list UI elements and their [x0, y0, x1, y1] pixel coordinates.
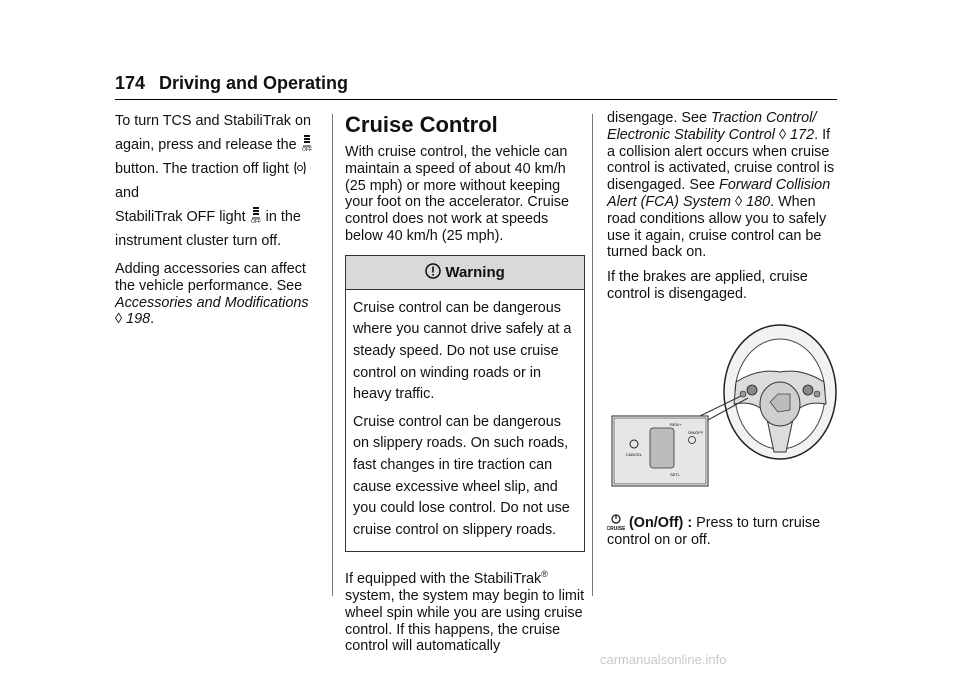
cancel-label: CANCEL [625, 452, 643, 457]
cruise-intro: With cruise control, the vehicle can maintain a speed of about 40 km/h (25 mph) or more without keeping your foot on the accelerator. Cruise control does not work at speeds below 40 km/h (25 mph). [345, 144, 569, 244]
page-ref-icon: ◊ [734, 193, 743, 210]
text: Adding accessories can affect the vehicle performance. See [115, 261, 306, 294]
disengage-paragraph [607, 110, 837, 261]
steering-wheel-illustration [724, 325, 836, 459]
text: instrument cluster turn off. [115, 233, 282, 249]
text: StabiliTrak OFF light [115, 209, 246, 225]
warning-icon [425, 263, 441, 279]
column-divider [592, 114, 593, 596]
tcs-paragraph [115, 109, 315, 253]
traction-light-icon [293, 160, 307, 176]
warning-header [346, 256, 584, 290]
cross-reference-link[interactable]: Forward Collision Alert (FCA) System [607, 177, 831, 210]
watermark: carmanualsonline.info [600, 652, 727, 667]
warning-box [345, 255, 585, 553]
onoff-label: ON/OFF [688, 430, 704, 435]
text: To turn TCS and StabiliTrak on [115, 113, 311, 129]
text: in the [265, 209, 301, 225]
text: again, press and release the [115, 137, 297, 153]
section-title: Driving and Operating [159, 73, 349, 93]
warning-text: Cruise control can be dangerous on slippery roads. On such roads, fast changes in tire traction can cause excessive wheel slip, and you could lose control. Do not use cruise control on slippery roads. [353, 413, 570, 538]
traction-off-icon [301, 134, 313, 152]
column-2 [345, 112, 585, 663]
warning-text: Cruise control can be dangerous where you cannot drive safely at a steady speed. Do not use cruise control on winding roads or in heavy traffic. [353, 299, 572, 403]
text: and [115, 185, 140, 201]
column-1 [115, 109, 315, 336]
cruise-control-closeup [612, 416, 708, 486]
accessories-paragraph [115, 261, 315, 328]
cross-reference-link[interactable]: Accessories and Modifications [115, 294, 309, 311]
svg-text:OFF: OFF [250, 219, 261, 224]
page-ref-icon: ◊ [115, 311, 123, 328]
warning-body [346, 290, 584, 552]
onoff-description [607, 513, 837, 549]
text: If equipped with the StabiliTrak [345, 571, 542, 588]
cruise-onoff-icon [607, 513, 625, 531]
onoff-body-text: Press to turn cruise control on or off. [607, 515, 821, 548]
page-reference[interactable]: 180 [746, 193, 771, 210]
set-label: SET/- [670, 472, 681, 477]
res-label: RES/+ [670, 422, 682, 427]
text: . [150, 311, 155, 328]
page-number: 174 [115, 73, 146, 93]
stabilitrak-off-icon [250, 206, 262, 224]
text: system, the system may begin to limit wheel spin while you are using cruise control. If this happens, the cruise control will automatically [345, 587, 585, 655]
svg-text:OFF: OFF [301, 147, 312, 152]
warning-title: Warning [445, 263, 505, 281]
steering-wheel-figure [608, 312, 838, 492]
page-reference[interactable]: 172 [790, 126, 815, 143]
cruise-icon-text: CRUISE [607, 526, 625, 531]
page-header [115, 71, 837, 100]
cruise-control-heading: Cruise Control [345, 112, 498, 137]
text: . When road conditions allow you to safely use it again, cruise control can be turned back on. [607, 193, 827, 261]
text: button. The traction off light [115, 161, 289, 177]
cross-reference-link[interactable]: Traction Control/ Electronic Stability Control [607, 110, 817, 143]
text: disengage. See [607, 110, 708, 126]
stabilitrak-paragraph [345, 566, 585, 655]
registered-mark: ® [541, 569, 548, 580]
column-3 [607, 110, 837, 311]
text: . If a collision alert occurs when cruise control is activated, cruise control is disengaged. See [607, 126, 835, 194]
column-divider [332, 114, 333, 596]
onoff-label-text: (On/Off) : [629, 515, 693, 531]
page-ref-icon: ◊ [778, 126, 787, 143]
page-reference[interactable]: 198 [126, 311, 151, 328]
brakes-paragraph: If the brakes are applied, cruise control is disengaged. [607, 269, 808, 302]
